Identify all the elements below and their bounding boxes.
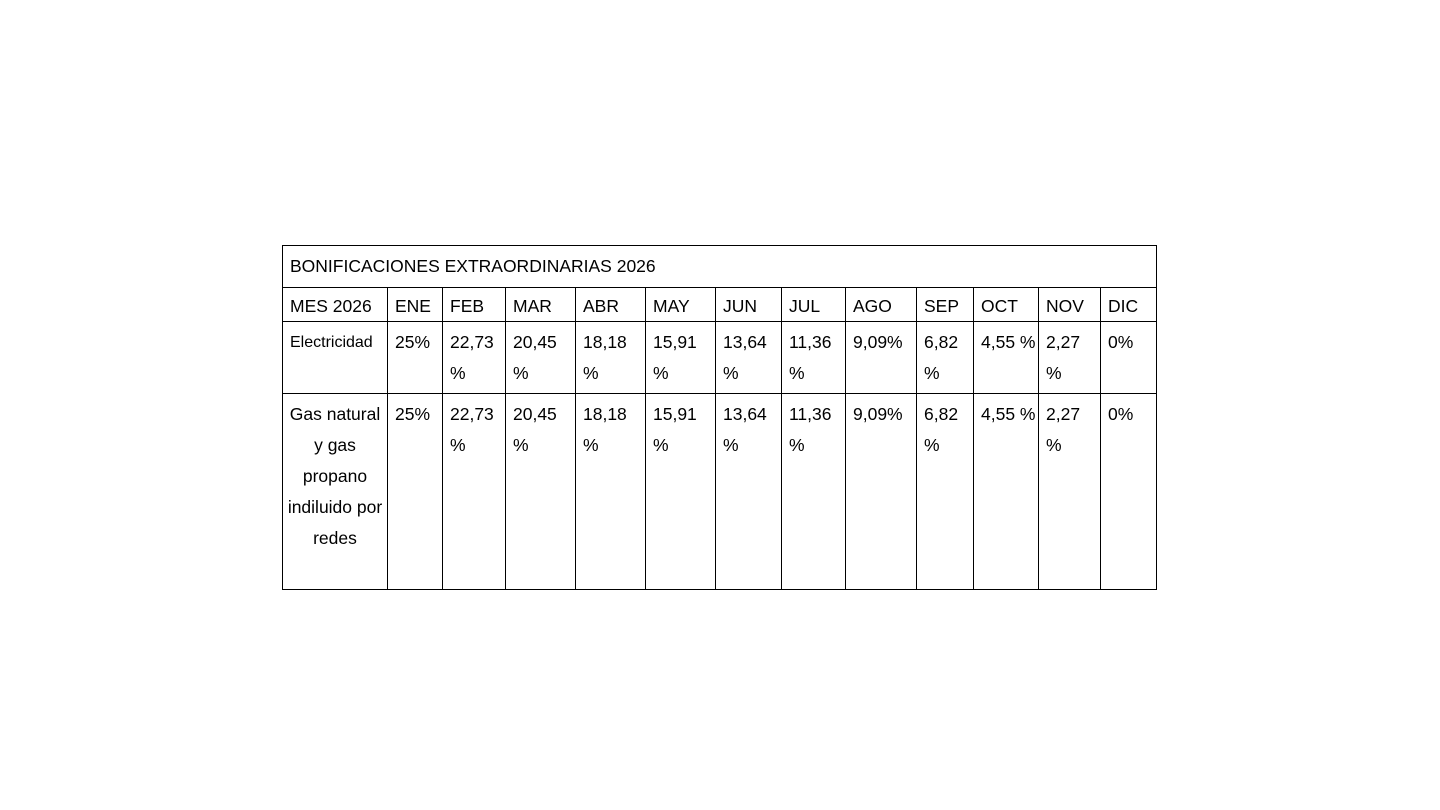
value-cell: 13,64 % [716,322,782,394]
value-cell: 20,45 % [506,394,576,590]
value-cell: 6,82 % [917,394,974,590]
value-cell: 4,55 % [974,322,1039,394]
value-cell: 9,09% [846,394,917,590]
header-cell-month: SEP [917,288,974,322]
value-cell: 2,27 % [1039,322,1101,394]
header-cell-month: JUL [782,288,846,322]
value-cell: 6,82 % [917,322,974,394]
header-cell-mes: MES 2026 [283,288,388,322]
value-cell: 18,18 % [576,322,646,394]
table-row-gas [283,394,1157,590]
header-cell-month: JUN [716,288,782,322]
bonificaciones-table [282,245,1157,590]
header-cell-month: MAY [646,288,716,322]
header-cell-month: NOV [1039,288,1101,322]
value-cell: 4,55 % [974,394,1039,590]
table-row-electricidad [283,322,1157,394]
row-label: Electricidad [283,322,388,394]
value-cell: 22,73 % [443,322,506,394]
value-cell: 0% [1101,394,1157,590]
value-cell: 22,73 % [443,394,506,590]
value-cell: 20,45 % [506,322,576,394]
header-cell-month: FEB [443,288,506,322]
header-cell-month: ENE [388,288,443,322]
value-cell: 11,36 % [782,394,846,590]
header-row [283,288,1157,322]
value-cell: 9,09% [846,322,917,394]
value-cell: 2,27 % [1039,394,1101,590]
header-cell-month: OCT [974,288,1039,322]
row-label: Gas natural y gas propano indiluido por redes [283,394,388,590]
value-cell: 15,91 % [646,322,716,394]
value-cell: 25% [388,394,443,590]
value-cell: 15,91 % [646,394,716,590]
value-cell: 18,18 % [576,394,646,590]
header-cell-month: DIC [1101,288,1157,322]
header-cell-month: ABR [576,288,646,322]
value-cell: 0% [1101,322,1157,394]
value-cell: 25% [388,322,443,394]
value-cell: 13,64 % [716,394,782,590]
value-cell: 11,36 % [782,322,846,394]
header-cell-month: AGO [846,288,917,322]
header-cell-month: MAR [506,288,576,322]
table-title: BONIFICACIONES EXTRAORDINARIAS 2026 [283,246,1157,288]
